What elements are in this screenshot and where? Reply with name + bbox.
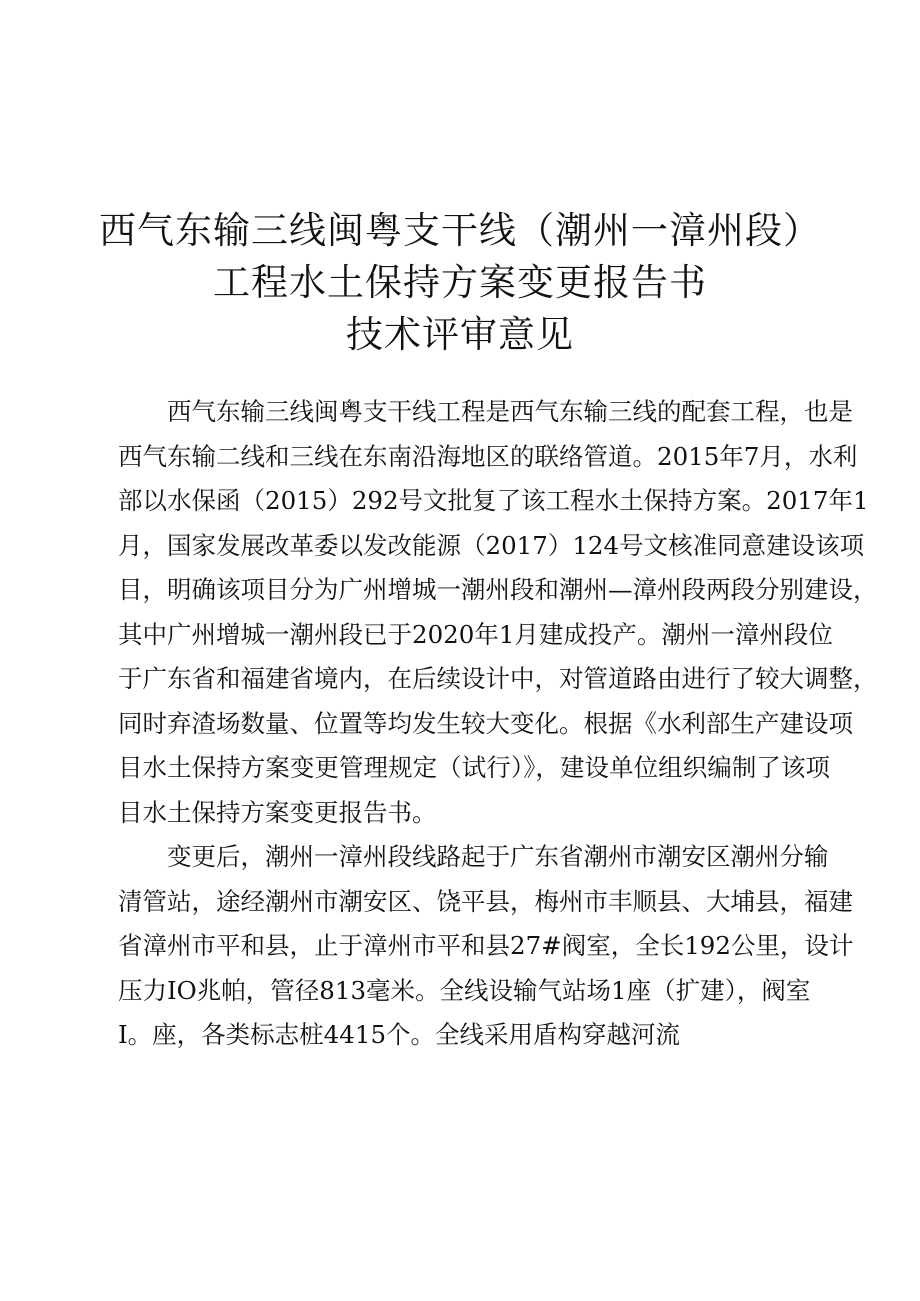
document-title: [0, 205, 920, 361]
paragraph-line: 其中广州增城一潮州段已于2020年1月建成投产。潮州一漳州段位: [118, 619, 833, 649]
title-line-1: 西气东输三线闽粤支干线（潮州一漳州段）: [99, 209, 821, 252]
paragraph-line: 部以水保函（2015）292号文批复了该工程水土保持方案。2017年1: [118, 486, 869, 515]
paragraph-line: 西气东输三线闽粤支干线工程是西气东输三线的配套工程，也是: [167, 397, 853, 426]
paragraph-line: 目，明确该项目分为广州增城一潮州段和潮州—漳州段两段分别建设，: [118, 575, 878, 604]
paragraph-1: [118, 390, 878, 835]
paragraph-line: 变更后，潮州一漳州段线路起于广东省潮州市潮安区潮州分输: [167, 842, 829, 871]
paragraph-line: 清管站，途经潮州市潮安区、饶平县，梅州市丰顺县、大埔县，福建: [118, 886, 853, 916]
title-line-2: 工程水土保持方案变更报告书: [213, 261, 707, 304]
paragraph-line: 目水土保持方案变更管理规定（试行）》，建设单位组织编制了该项: [118, 753, 830, 782]
document-body: [118, 390, 878, 1058]
paragraph-line: 压力IO兆帕，管径813毫米。全线设输气站场1座（扩建），阀室: [118, 975, 811, 1005]
paragraph-line: I。座，各类标志桩4415个。全线采用盾构穿越河流: [118, 1020, 681, 1049]
paragraph-line: 省漳州市平和县，止于漳州市平和县27#阀室，全长192公里，设计: [118, 931, 854, 960]
paragraph-line: 同时弃渣场数量、位置等均发生较大变化。根据《水利部生产建设项: [118, 708, 853, 738]
paragraph-line: 于广东省和福建省境内，在后续设计中，对管道路由进行了较大调整，: [118, 664, 878, 693]
paragraph-line: 目水土保持方案变更报告书。: [118, 797, 437, 827]
title-line-3: 技术评审意见: [346, 313, 574, 356]
paragraph-line: 月，国家发展改革委以发改能源（2017）124号文核准同意建设该项: [118, 530, 865, 560]
paragraph-line: 西气东输二线和三线在东南沿海地区的联络管道。2015年7月，水利: [118, 441, 858, 471]
paragraph-2: [118, 835, 854, 1058]
